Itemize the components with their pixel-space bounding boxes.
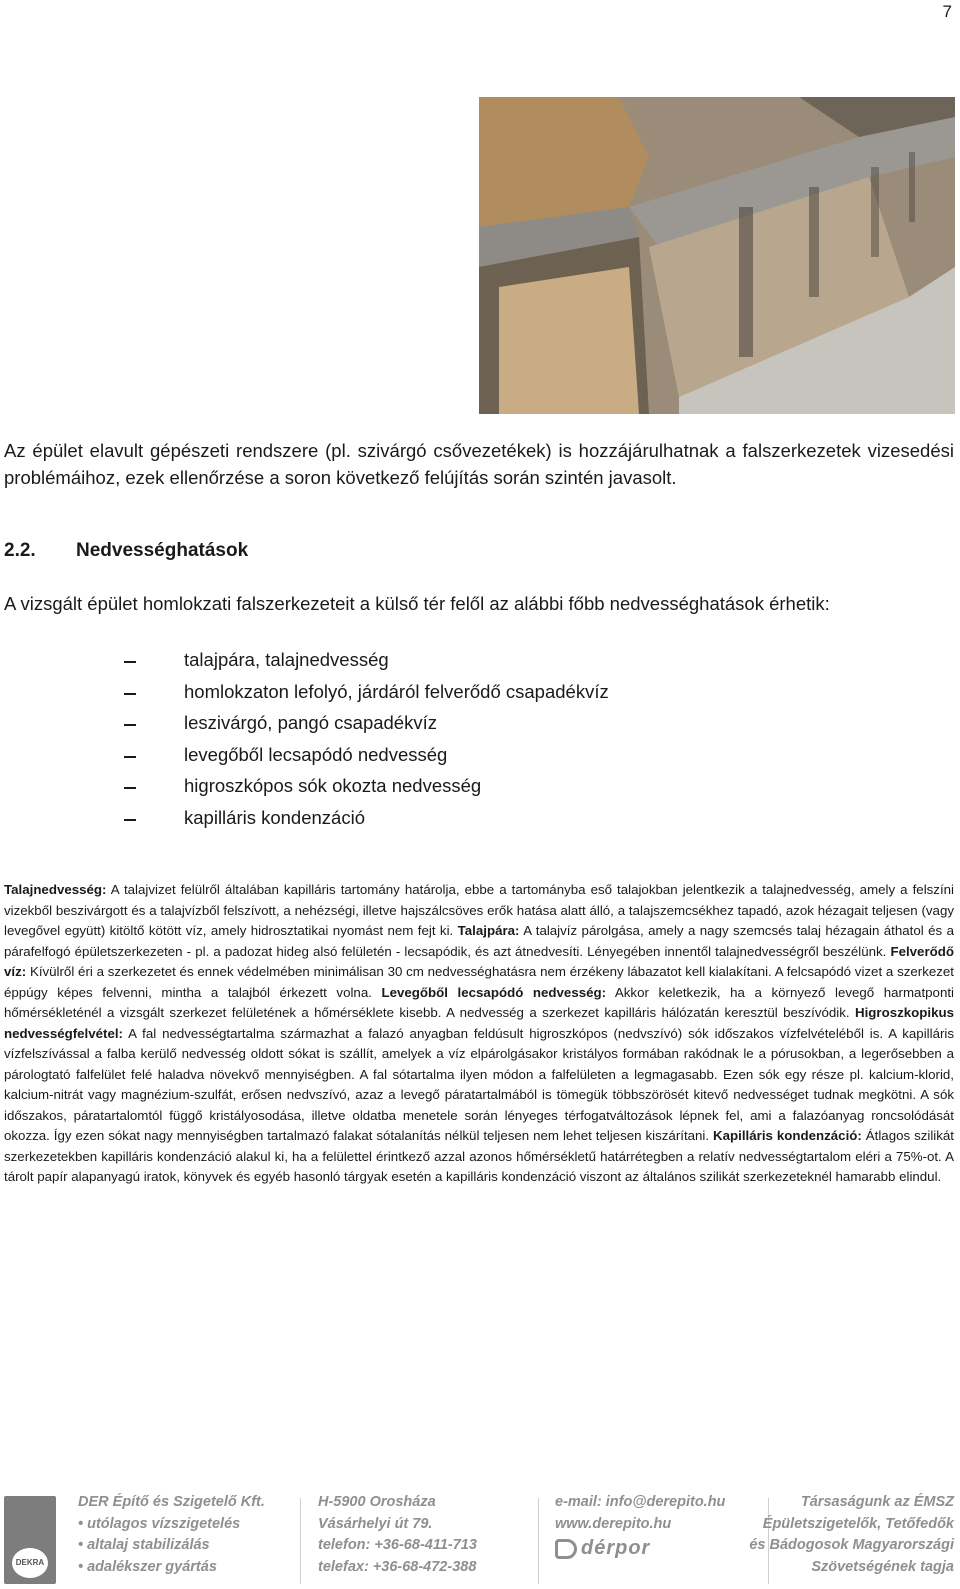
list-item: homlokzaton lefolyó, járdáról felverődő csapadékvíz bbox=[124, 681, 609, 713]
footer-association bbox=[749, 1492, 954, 1578]
term-label: Levegőből lecsapódó nedvesség: bbox=[381, 984, 607, 1000]
wall-damage-photo bbox=[479, 97, 955, 414]
dash-bullet bbox=[124, 724, 136, 726]
service-item: • altalaj stabilizálás bbox=[78, 1537, 210, 1553]
email-link[interactable]: e-mail: info@derepito.hu bbox=[555, 1494, 726, 1510]
term-text: A talajvíz párolgása, amely a nagy szemcsés talaj hézagain áthatol és a párafelfogó épületszerkezeten - pl. a padozat hideg alsó felületén - lecsapódik, és azt átnedvesíti. Lényegében innentől talajnedvességről beszélünk. bbox=[4, 923, 954, 959]
list-item: leszivárgó, pangó csapadékvíz bbox=[124, 712, 609, 744]
association-line: Épületszigetelők, Tetőfedők bbox=[762, 1515, 954, 1532]
section-heading bbox=[4, 540, 248, 562]
footer-divider bbox=[538, 1498, 539, 1584]
dash-bullet bbox=[124, 787, 136, 789]
association-line: Társaságunk az ÉMSZ bbox=[800, 1494, 954, 1510]
page-number: 7 bbox=[942, 2, 952, 21]
brand-logo bbox=[555, 1538, 725, 1560]
lead-sentence: A vizsgált épület homlokzati falszerkezeteit a külső tér felől az alábbi főbb nedvességhatások érhetik: bbox=[4, 593, 830, 614]
footer-contact bbox=[555, 1492, 725, 1560]
list-item: kapilláris kondenzáció bbox=[124, 807, 609, 839]
footer-divider bbox=[300, 1498, 301, 1584]
intro-paragraph: Az épület elavult gépészeti rendszere (pl. szivárgó csővezetékek) is hozzájárulhatnak a falszerkezetek vizesedési problémáihoz, ezek ellenőrzése a soron következő felújítás során szintén javasolt. bbox=[4, 440, 954, 488]
term-label: Higroszkopikus nedvességfelvétel: bbox=[4, 1005, 954, 1041]
footer-address bbox=[318, 1492, 477, 1578]
service-item: • adalékszer gyártás bbox=[78, 1558, 217, 1575]
fax: telefax: +36-68-472-388 bbox=[318, 1558, 477, 1575]
term-text: A fal nedvességtartalma származhat a falazó anyagban feldúsult higroszkópos (nedvszívó) sók időszakos vízfelvételéből is. A kapilláris vízfelszívással a falba kerülő nedvesség oldott sókat is szállít, amelyek a víz elpárolgásakor kristályos formában rakódnak le a pórusokban, a legerősebben a párologtató falfelület felé haladva növekvő mennyiségben. A fal sótartalma ilyen módon a falfelületen a legmagasabb. Ezen sók egy része pl. kalcium-klorid, kalcium-nitrát vagy magnézium-szulfát, erősen nedvszívó, azaz a levegő páratartalmából is tömegük többszörösét kitevő nedvességet tudnak megkötni. A sók időszakos, páratartalomtól függő kristályosodása, illetve oldatba menetele során lényeges térfogatváltozások lépnek fel, ami a falazóanyag roncsolódását okozza. Így ezen sókat nagy mennyiségben tartalmazó falakat sótalanítás nélkül teljesen nem lehet teljesen kiszárítani. bbox=[4, 1025, 954, 1143]
brand-mark-icon bbox=[555, 1539, 577, 1559]
dash-bullet bbox=[124, 756, 136, 758]
dash-bullet bbox=[124, 661, 136, 663]
term-label: Talajpára: bbox=[457, 923, 520, 938]
body-paragraph bbox=[4, 880, 954, 1188]
phone: telefon: +36-68-411-713 bbox=[318, 1537, 477, 1553]
service-item: • utólagos vízszigetelés bbox=[78, 1515, 241, 1532]
dash-bullet bbox=[124, 819, 136, 821]
wall-damage-illustration bbox=[479, 97, 955, 414]
address-line: H-5900 Orosháza bbox=[318, 1494, 436, 1510]
certification-logo bbox=[4, 1496, 56, 1584]
page-footer bbox=[0, 1492, 960, 1589]
moisture-effects-list bbox=[124, 649, 609, 838]
list-item: levegőből lecsapódó nedvesség bbox=[124, 744, 609, 776]
list-item: talajpára, talajnedvesség bbox=[124, 649, 609, 681]
company-name: DER Építő és Szigetelő Kft. bbox=[78, 1494, 265, 1510]
association-line: és Bádogosok Magyarországi bbox=[749, 1537, 954, 1553]
term-text: A talajvizet felülről általában kapilláris tartomány határolja, ebbe a tartományba eső talajokban jelentkezik a talajnedvesség, amely a felszíni vizekből beszivárgott és a talajvízből felszívott, a nehézségi, illetve hajszálcsöves erők hatása alatt álló, a talajszemcsékhez tapadó, azok hézagait teljesen (vagy levegővel együtt) kitöltő kötött víz, amely hidrosztatikai nyomást nem fejt ki. bbox=[4, 882, 954, 938]
term-text: Kívülről éri a szerkezetet és ennek védelmében minimálisan 30 cm nedvességhatásra nem érzékeny lábazatot kell kialakítani. A felcsapódó vizet a szerkezet éppúgy képes felvenni, mintha a talajból érkezett volna. bbox=[4, 964, 954, 1000]
section-number: 2.2. bbox=[4, 540, 36, 561]
dekra-badge: DEKRA bbox=[12, 1548, 48, 1578]
address-line: Vásárhelyi út 79. bbox=[318, 1515, 433, 1532]
term-text: Akkor keletkezik, ha a környező levegő harmatponti hőmérsékleténél a vizsgált szerkezet felületének a hőmérséklete kisebb. A nedvesség a szerkezet kapilláris hálózatán keresztül beszívódik. bbox=[4, 984, 954, 1020]
dash-bullet bbox=[124, 693, 136, 695]
term-label: Talajnedvesség: bbox=[4, 882, 107, 897]
footer-company bbox=[78, 1492, 265, 1578]
association-line: Szövetségének tagja bbox=[811, 1558, 954, 1575]
brand-name: dérpor bbox=[581, 1537, 651, 1559]
website-link[interactable]: www.derepito.hu bbox=[555, 1515, 672, 1532]
list-item: higroszkópos sók okozta nedvesség bbox=[124, 775, 609, 807]
term-label: Kapilláris kondenzáció: bbox=[713, 1128, 862, 1143]
term-text: Átlagos szilikát szerkezetekben kapilláris kondenzáció alakul ki, ha a felülettel érintkező azzal azonos hőmérsékletű határrétegben a relatív nedvességtartalom eléri a 75%-ot. A tárolt papír alapanyagú iratok, könyvek és egyéb hasonló tárgyak esetén a kapilláris kondenzáció viszont az általános szilikát szerkezeteknél hamarabb elindul. bbox=[4, 1128, 954, 1184]
section-title: Nedvességhatások bbox=[76, 540, 249, 561]
term-label: Felverődő víz: bbox=[4, 943, 954, 979]
